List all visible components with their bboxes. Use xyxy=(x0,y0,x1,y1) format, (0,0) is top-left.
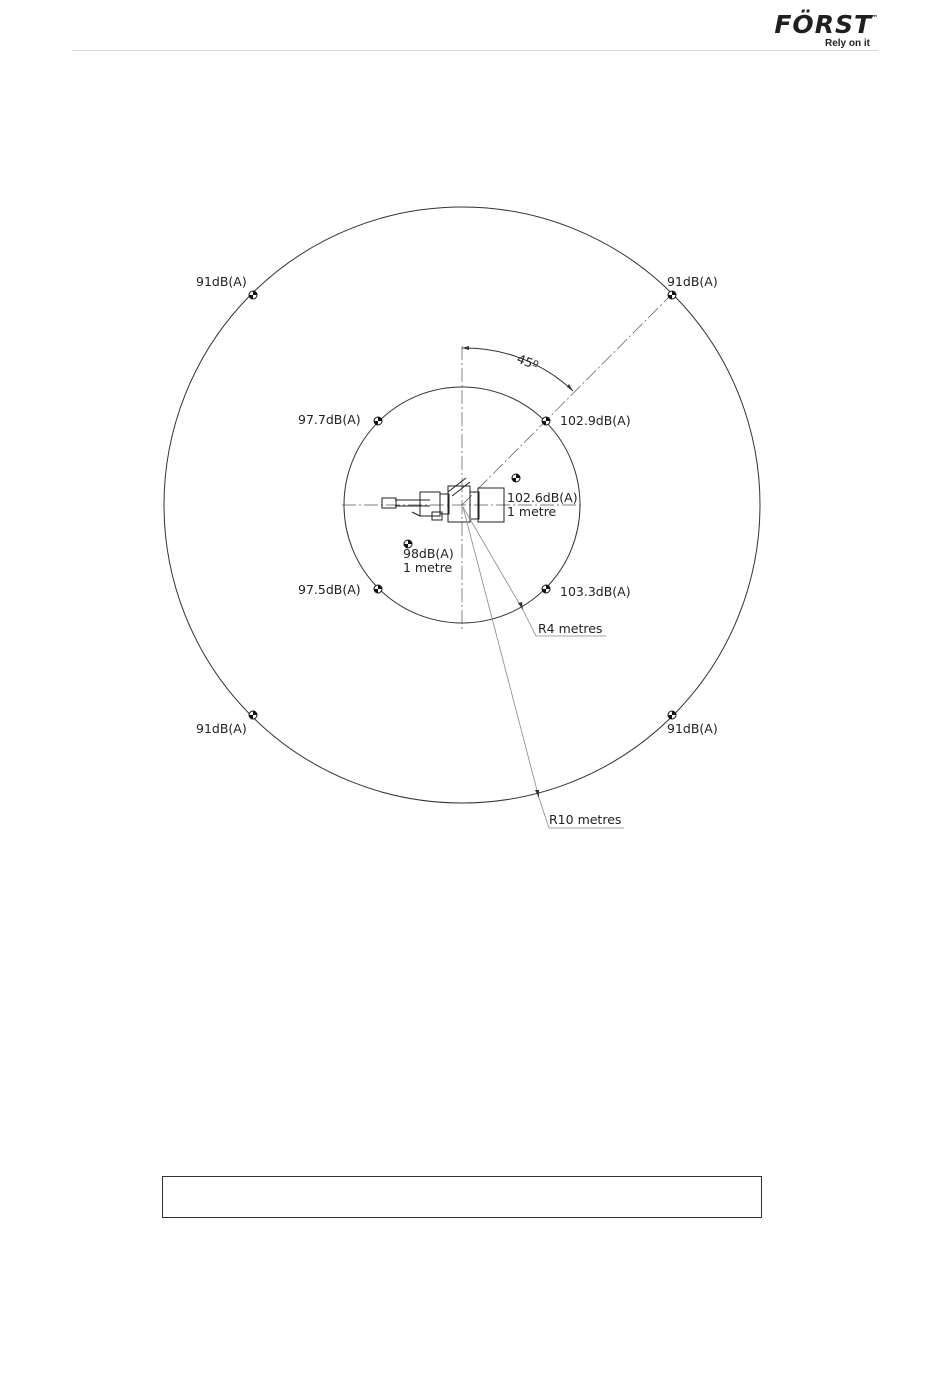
reading-outer-bottom-left: 91dB(A) xyxy=(196,721,247,736)
caption-box xyxy=(162,1176,762,1218)
marker-outer-top-left xyxy=(249,291,257,299)
marker-inner-top-left xyxy=(374,417,382,425)
reading-near-right-distance: 1 metre xyxy=(507,504,557,519)
reading-outer-top-right: 91dB(A) xyxy=(667,274,718,289)
reading-inner-bottom-left: 97.5dB(A) xyxy=(298,582,361,597)
reading-inner-bottom-right: 103.3dB(A) xyxy=(560,584,631,599)
reading-near-left-value: 98dB(A) xyxy=(403,546,454,561)
brand-logo-tagline: Rely on it xyxy=(824,38,870,49)
reading-inner-top-left: 97.7dB(A) xyxy=(298,412,361,427)
marker-inner-top-right xyxy=(542,417,550,425)
reading-outer-top-left: 91dB(A) xyxy=(196,274,247,289)
inner-radius-label: R4 metres xyxy=(538,621,603,636)
angle-arc xyxy=(462,348,573,391)
brand-logo-wordmark: FÖRST xyxy=(774,10,872,39)
angle-arrow-right xyxy=(567,384,573,391)
marker-outer-top-right xyxy=(668,291,676,299)
reading-near-left-distance: 1 metre xyxy=(403,560,453,575)
marker-outer-bottom-right xyxy=(668,711,676,719)
outer-radius-label: R10 metres xyxy=(549,812,622,827)
r10-leader xyxy=(463,507,539,798)
marker-outer-bottom-left xyxy=(249,711,257,719)
angle-arrow-left xyxy=(462,346,469,350)
brand-logo-trademark: ™ xyxy=(871,14,878,22)
reading-outer-bottom-right: 91dB(A) xyxy=(667,721,718,736)
angle-label: 45º xyxy=(514,350,541,373)
marker-inner-bottom-right xyxy=(542,585,550,593)
reading-inner-top-right: 102.9dB(A) xyxy=(560,413,631,428)
machine-top-view xyxy=(382,478,504,522)
reading-near-right-value: 102.6dB(A) xyxy=(507,490,578,505)
diagonal-45-line xyxy=(462,294,672,505)
marker-near-right xyxy=(512,474,520,482)
marker-inner-bottom-left xyxy=(374,585,382,593)
